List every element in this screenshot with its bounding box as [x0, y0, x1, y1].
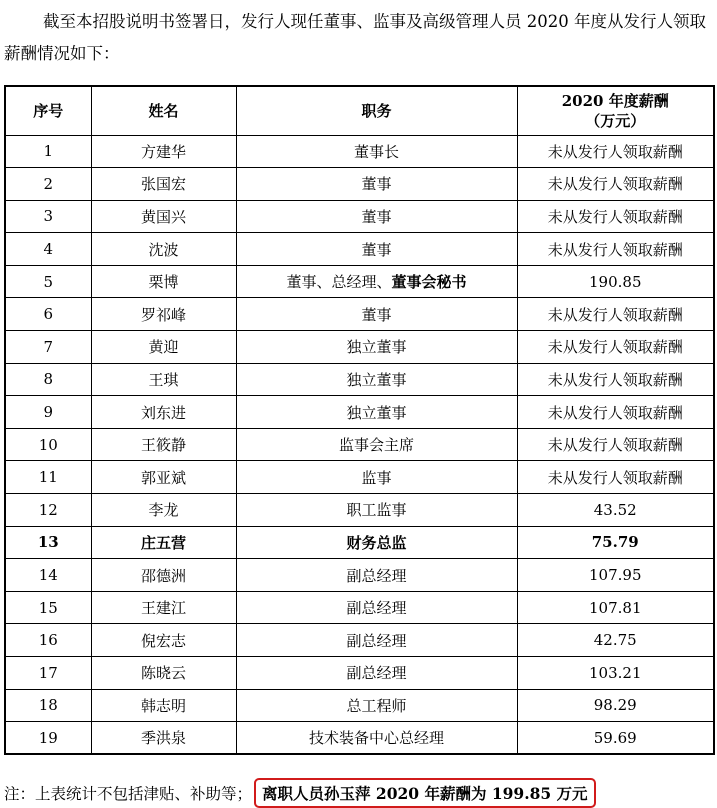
table-row: [5, 428, 714, 461]
table-row: [5, 135, 714, 168]
cell-salary: 103.21: [517, 657, 714, 690]
table-footnote: [4, 778, 596, 808]
table-row: [5, 624, 714, 657]
cell-no: 8: [5, 363, 91, 396]
cell-salary: 未从发行人领取薪酬: [517, 168, 714, 201]
compensation-table: [4, 85, 715, 755]
cell-position: 董事: [236, 298, 517, 331]
cell-position: 财务总监: [236, 526, 517, 559]
cell-salary: 107.81: [517, 591, 714, 624]
cell-salary: 未从发行人领取薪酬: [517, 200, 714, 233]
cell-salary: 未从发行人领取薪酬: [517, 396, 714, 429]
header-salary-line2: （万元）: [585, 111, 646, 130]
cell-name: 罗祁峰: [91, 298, 236, 331]
cell-name: 邵德洲: [91, 559, 236, 592]
cell-name: 张国宏: [91, 168, 236, 201]
cell-no: 9: [5, 396, 91, 429]
header-salary: [517, 86, 714, 135]
position-part: 董事、总经理、: [286, 273, 392, 292]
table-row: [5, 559, 714, 592]
cell-position: 监事: [236, 461, 517, 494]
cell-position: 董事: [236, 233, 517, 266]
cell-salary: 未从发行人领取薪酬: [517, 363, 714, 396]
cell-no: 14: [5, 559, 91, 592]
cell-name: 王筱静: [91, 428, 236, 461]
cell-position: 董事长: [236, 135, 517, 168]
header-no: 序号: [5, 86, 91, 135]
cell-no: 17: [5, 657, 91, 690]
table-row: [5, 200, 714, 233]
table-row: [5, 591, 714, 624]
cell-no: 2: [5, 168, 91, 201]
cell-salary: 43.52: [517, 494, 714, 527]
header-position: 职务: [236, 86, 517, 135]
cell-salary: 未从发行人领取薪酬: [517, 331, 714, 364]
cell-no: 3: [5, 200, 91, 233]
header-salary-line1: 2020 年度薪酬: [561, 91, 669, 110]
footnote-prefix: 注：上表统计不包括津贴、补助等；: [4, 785, 253, 803]
table-row-highlighted: [5, 526, 714, 559]
table-row: [5, 363, 714, 396]
table-row: [5, 168, 714, 201]
cell-position: 监事会主席: [236, 428, 517, 461]
table-row: [5, 689, 714, 722]
cell-name: 韩志明: [91, 689, 236, 722]
cell-name: 季洪泉: [91, 722, 236, 755]
table-row: [5, 265, 714, 298]
cell-salary: 未从发行人领取薪酬: [517, 233, 714, 266]
cell-no: 13: [5, 526, 91, 559]
cell-salary: 未从发行人领取薪酬: [517, 298, 714, 331]
cell-no: 11: [5, 461, 91, 494]
table-row: [5, 494, 714, 527]
table-header-row: [5, 86, 714, 135]
cell-position: 董事: [236, 200, 517, 233]
cell-salary: 42.75: [517, 624, 714, 657]
cell-name: 刘东进: [91, 396, 236, 429]
cell-name: 黄国兴: [91, 200, 236, 233]
table-row: [5, 233, 714, 266]
cell-position: 技术装备中心总经理: [236, 722, 517, 755]
cell-position: 独立董事: [236, 396, 517, 429]
cell-no: 4: [5, 233, 91, 266]
cell-no: 12: [5, 494, 91, 527]
cell-name: 郭亚斌: [91, 461, 236, 494]
cell-salary: 190.85: [517, 265, 714, 298]
cell-name: 方建华: [91, 135, 236, 168]
cell-no: 15: [5, 591, 91, 624]
cell-no: 5: [5, 265, 91, 298]
cell-position: 独立董事: [236, 331, 517, 364]
table-row: [5, 657, 714, 690]
cell-position: 副总经理: [236, 657, 517, 690]
table-row: [5, 298, 714, 331]
footnote-highlight: 离职人员孙玉萍 2020 年薪酬为 199.85 万元: [254, 778, 596, 808]
cell-position: 独立董事: [236, 363, 517, 396]
cell-name: 李龙: [91, 494, 236, 527]
cell-name: 王建江: [91, 591, 236, 624]
cell-name: 庄五营: [91, 526, 236, 559]
cell-no: 1: [5, 135, 91, 168]
table-row: [5, 331, 714, 364]
cell-name: 王琪: [91, 363, 236, 396]
cell-name: 栗博: [91, 265, 236, 298]
cell-position: 董事: [236, 168, 517, 201]
cell-position: [236, 265, 517, 298]
cell-position: 副总经理: [236, 559, 517, 592]
cell-salary: 未从发行人领取薪酬: [517, 428, 714, 461]
header-name: 姓名: [91, 86, 236, 135]
cell-no: 7: [5, 331, 91, 364]
cell-salary: 98.29: [517, 689, 714, 722]
cell-no: 18: [5, 689, 91, 722]
cell-name: 陈晓云: [91, 657, 236, 690]
cell-name: 倪宏志: [91, 624, 236, 657]
cell-salary: 107.95: [517, 559, 714, 592]
cell-position: 副总经理: [236, 624, 517, 657]
cell-no: 19: [5, 722, 91, 755]
intro-paragraph: 截至本招股说明书签署日，发行人现任董事、监事及高级管理人员 2020 年度从发行人领取薪酬情况如下：: [4, 12, 706, 63]
cell-salary: 未从发行人领取薪酬: [517, 461, 714, 494]
table-row: [5, 461, 714, 494]
cell-salary: 75.79: [517, 526, 714, 559]
table-row: [5, 722, 714, 755]
cell-position: 副总经理: [236, 591, 517, 624]
cell-no: 10: [5, 428, 91, 461]
cell-no: 16: [5, 624, 91, 657]
cell-position: 总工程师: [236, 689, 517, 722]
position-part-bold: 董事会秘书: [391, 273, 467, 292]
cell-name: 沈波: [91, 233, 236, 266]
table-row: [5, 396, 714, 429]
cell-no: 6: [5, 298, 91, 331]
cell-salary: 未从发行人领取薪酬: [517, 135, 714, 168]
cell-name: 黄迎: [91, 331, 236, 364]
cell-salary: 59.69: [517, 722, 714, 755]
cell-position: 职工监事: [236, 494, 517, 527]
